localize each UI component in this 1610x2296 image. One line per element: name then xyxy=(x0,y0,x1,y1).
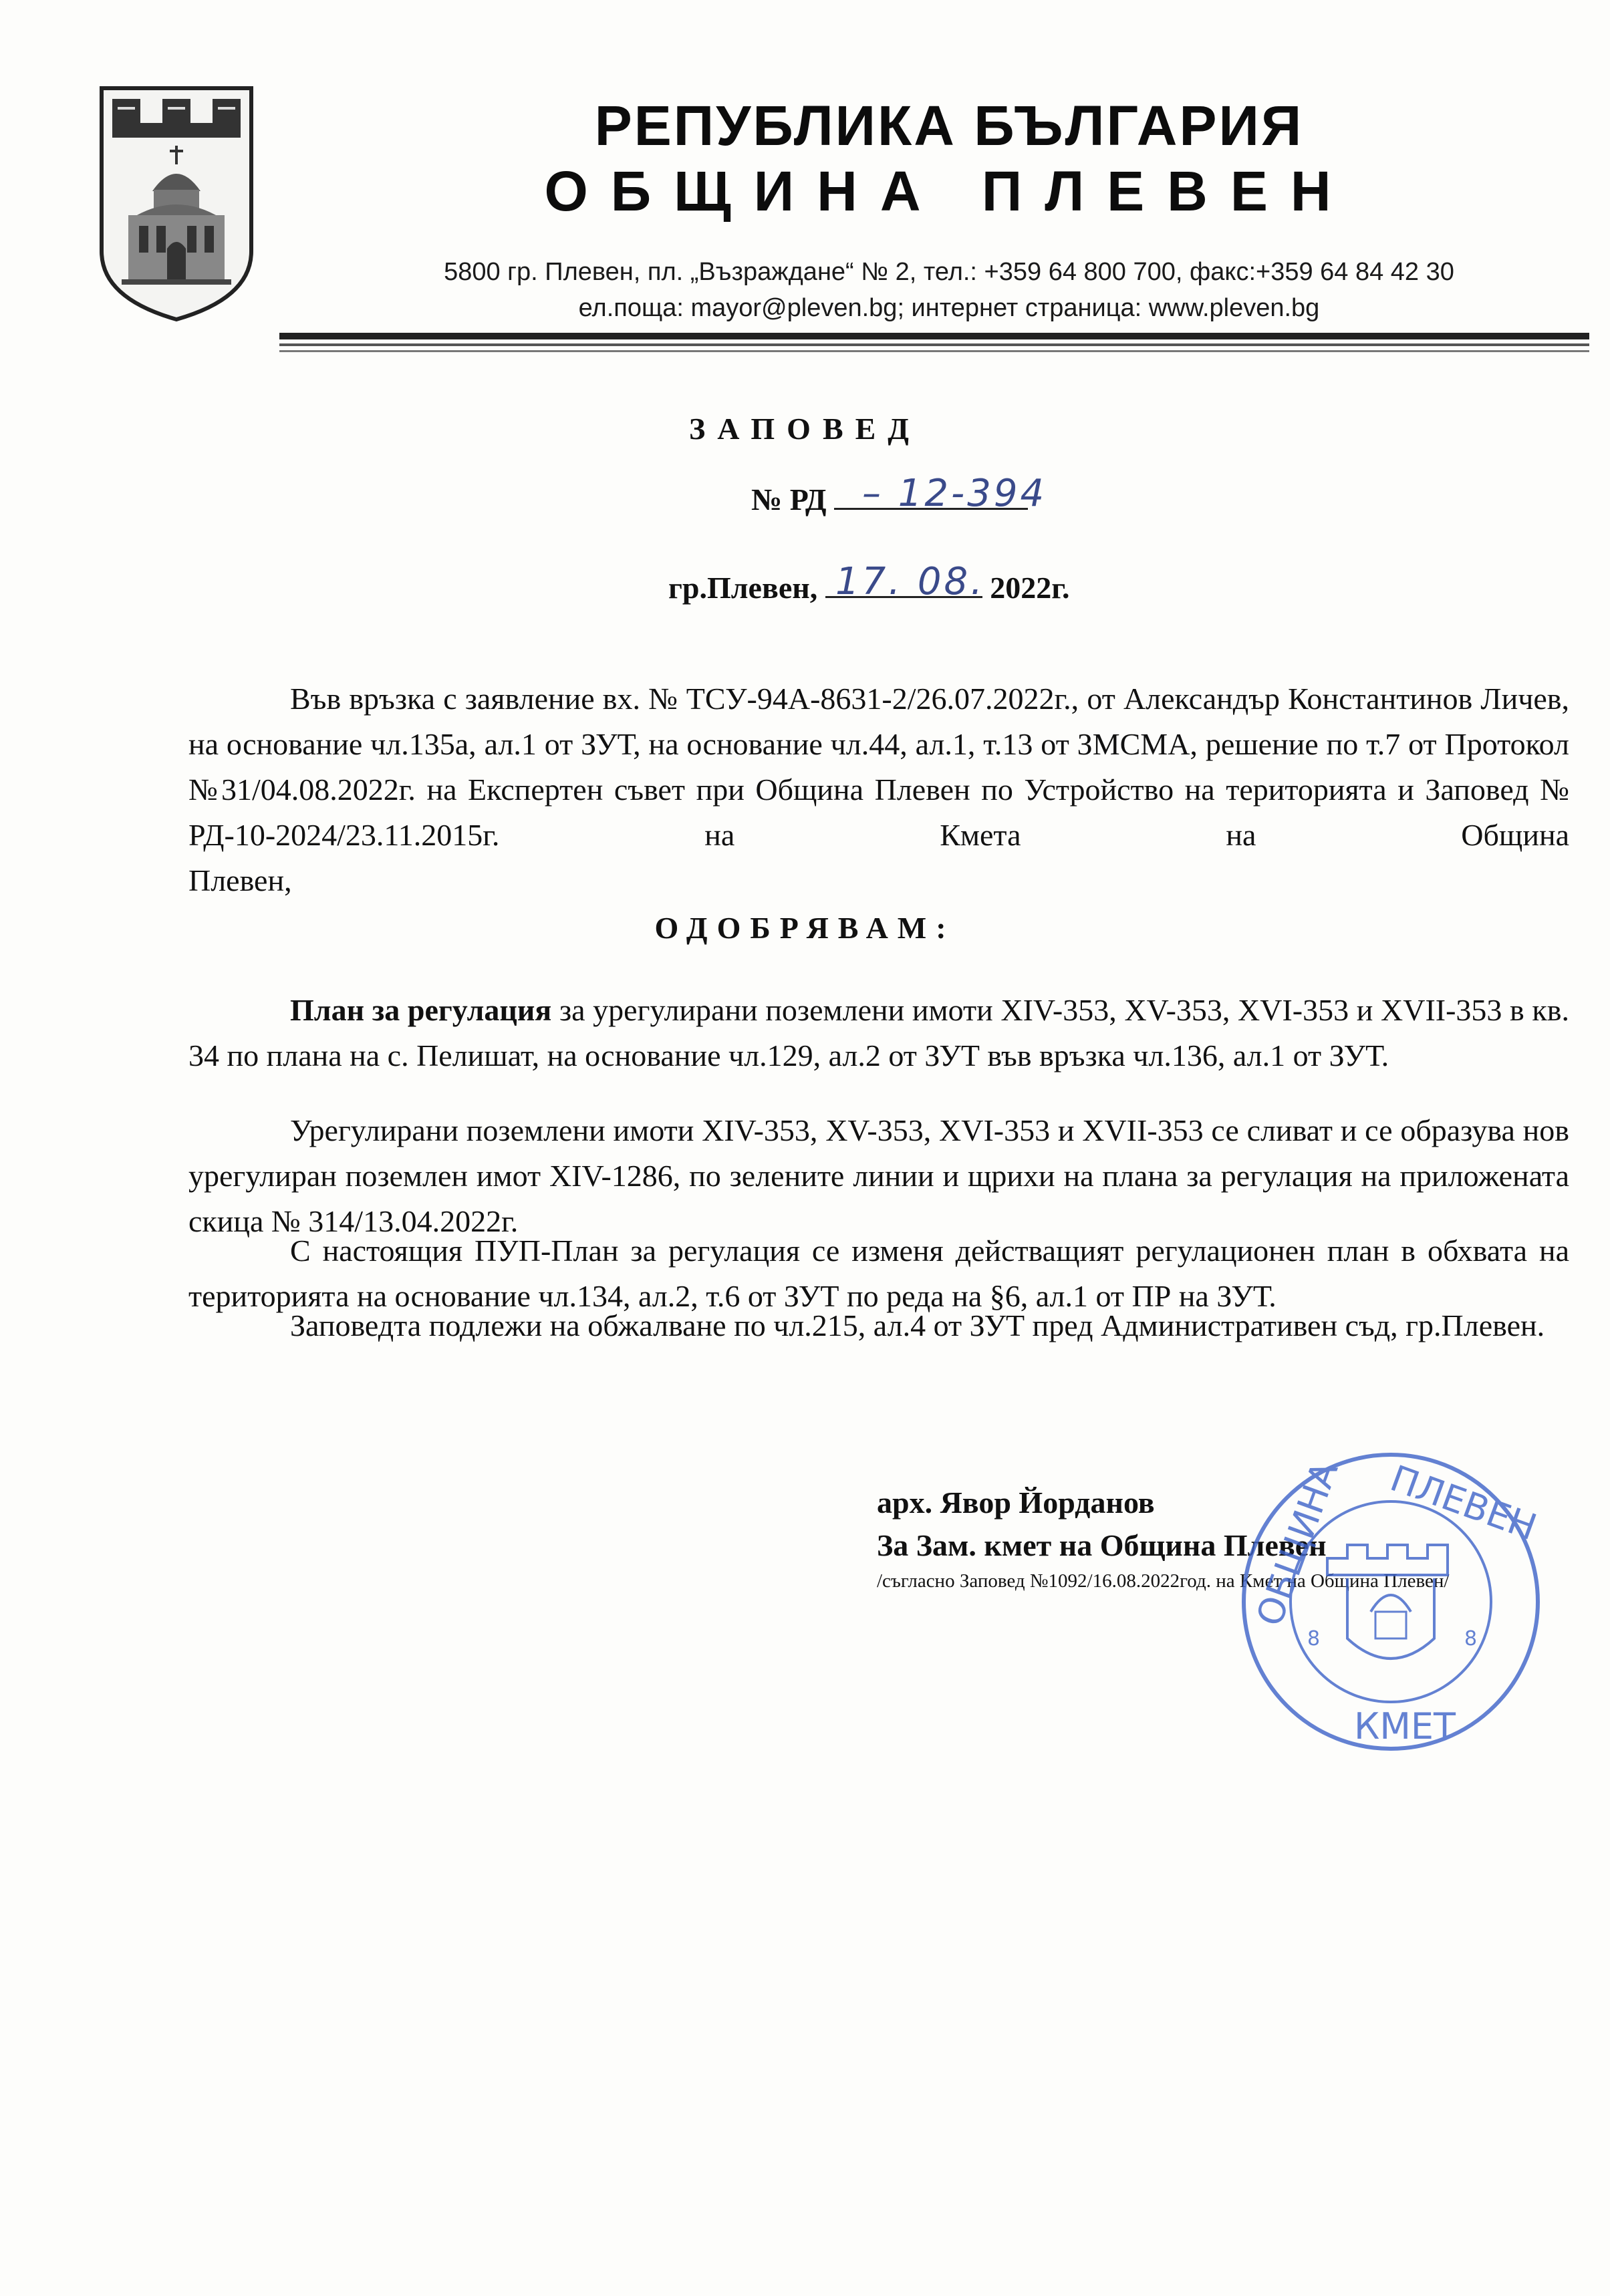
paragraph-plan-bold: План за регулация xyxy=(290,993,552,1027)
svg-text:ПЛЕВЕН: ПЛЕВЕН xyxy=(1385,1457,1542,1549)
paragraph-preamble-tail: Плевен, xyxy=(188,863,292,897)
paragraph-appeal: Заповедта подлежи на обжалване по чл.215, ал.4 от ЗУТ пред Административен съд, гр.Плевен. xyxy=(290,1308,1545,1342)
signatory-authority-note: /съгласно Заповед №1092/16.08.2022год. на Кмет на Община Плевен/ xyxy=(877,1570,1450,1592)
paragraph-preamble xyxy=(188,676,1569,903)
signatory-name: арх. Явор Йорданов xyxy=(877,1485,1155,1520)
letterhead-address: 5800 гр. Плевен, пл. „Възраждане“ № 2, тел.: +359 64 800 700, факс:+359 64 84 42 30 xyxy=(444,258,1454,286)
order-place: гр.Плевен, xyxy=(668,571,818,605)
signatory-role: За Зам. кмет на Община Плевен xyxy=(877,1528,1327,1562)
order-year: 2022г. xyxy=(990,571,1070,605)
letterhead-title-municipality: ОБЩИНА ПЛЕВЕН xyxy=(544,160,1354,223)
svg-text:8: 8 xyxy=(1307,1627,1321,1651)
approve-heading: ОДОБРЯВАМ: xyxy=(654,911,956,945)
paragraph-plan xyxy=(188,988,1569,1079)
paragraph-preamble-text: Във връзка с заявление вх. № ТСУ-94А-8631-2/26.07.2022г., от Александър Константинов Личев, на основание чл.135а, ал.1 от ЗУТ, на основание чл.44, ал.1, т.13 от ЗМСМА, решение по т.7 от Протокол №31/04.08.2022г. на Експертен съвет при Община Плевен по Устройство на територията и Заповед № РД-10-2024/23.11.2015г. на Кмета на Община xyxy=(188,682,1569,852)
order-number-prefix: № РД xyxy=(751,482,827,517)
municipal-seal-icon xyxy=(1234,1445,1548,1759)
svg-text:КМЕТ: КМЕТ xyxy=(1354,1705,1456,1747)
letterhead-rule-thin xyxy=(279,343,1589,346)
letterhead-title-country: РЕПУБЛИКА БЪЛГАРИЯ xyxy=(594,94,1304,157)
letterhead-contacts: ел.поща: mayor@pleven.bg; интернет страница: www.pleven.bg xyxy=(578,294,1320,322)
pleven-crest-icon xyxy=(98,84,255,325)
svg-text:ОБЩИНА: ОБЩИНА xyxy=(1248,1455,1347,1632)
letterhead-rule xyxy=(279,333,1589,339)
order-title: ЗАПОВЕД xyxy=(689,412,921,446)
order-number-handwritten: – 12-394 xyxy=(862,472,1047,515)
paragraph-plan-rest: за урегулирани поземлени имоти XIV-353, XV-353, XVI-353 и XVII-353 в кв. 34 по плана на с. Пелишат, на основание чл.129, ал.2 от ЗУТ във връзка чл.136, ал.1 от ЗУТ. xyxy=(188,993,1569,1072)
letterhead-rule-hairline xyxy=(279,350,1589,352)
paragraph-merge: Урегулирани поземлени имоти XIV-353, XV-353, XVI-353 и XVII-353 се сливат и се образува нов урегулиран поземлен имот XIV-1286, по зелените линии и щрихи на плана за регулация на приложената скица № 314/13.04.2022г. xyxy=(188,1113,1569,1238)
paragraph-amendment: С настоящия ПУП-План за регулация се изменя действащият регулационен план в обхвата на територията на основание чл.134, ал.2, т.6 от ЗУТ по реда на §6, ал.1 от ПР на ЗУТ. xyxy=(188,1234,1569,1313)
svg-text:8: 8 xyxy=(1464,1627,1478,1651)
order-date-handwritten: 17. 08. xyxy=(835,560,985,603)
